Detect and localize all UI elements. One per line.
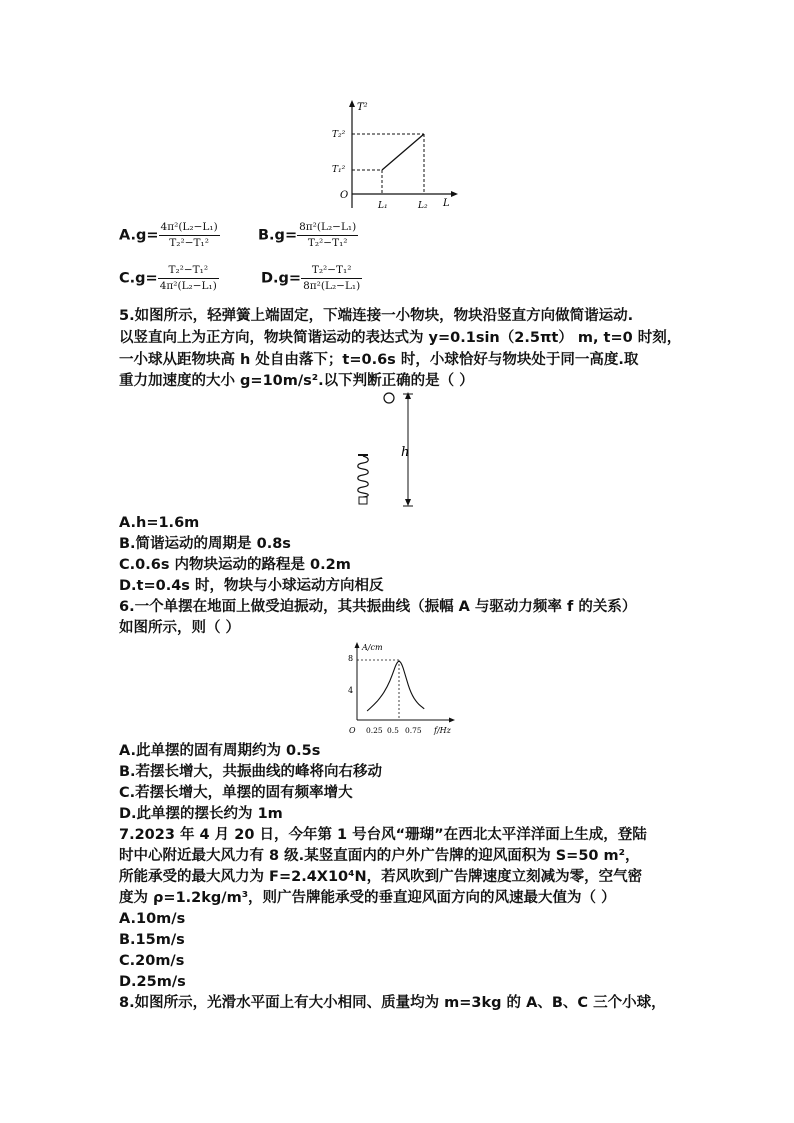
- y-tick-4: 4: [348, 686, 354, 695]
- q5-line-2: 以竖直向上为正方向，物块简谐运动的表达式为 y=0.1sin（2.5πt） m, t=0 时刻，: [119, 330, 682, 346]
- q7-line-4: 度为 ρ=1.2kg/m³，则广告牌能承受的垂直迎风面方向的风速最大值为（ ）: [119, 890, 616, 906]
- origin-label: O: [340, 190, 349, 201]
- q7-line-2: 时中心附近最大风力有 8 级.某竖直面内的户外广告牌的迎风面积为 S=50 m²，: [119, 848, 640, 864]
- q7-option-a: A.10m/s: [119, 911, 186, 927]
- q4-option-b: B.g= $\frac{\text{8π²(L₂−L₁)}}{\text{T₂²−T₁²}}$: [258, 221, 357, 249]
- q5-option-a: A.h=1.6m: [119, 515, 200, 531]
- q5-option-c: C.0.6s 内物块运动的路程是 0.2m: [119, 557, 351, 573]
- q5-option-b: B.简谐运动的周期是 0.8s: [119, 536, 291, 552]
- t2-vs-l-graph: [330, 98, 460, 216]
- x-tick-l1: L₁: [378, 201, 388, 211]
- x-axis-label: f/Hz: [434, 726, 451, 735]
- y-axis-label: T²: [357, 102, 368, 113]
- x-tick-025: 0.25: [366, 726, 383, 735]
- q4-option-d: D.g= $\frac{\text{T₂²−T₁²}}{\text{8π²(L₂−L₁)}}$: [261, 264, 361, 292]
- x-axis-label: L: [443, 198, 450, 209]
- q6-line-2: 如图所示，则（ ）: [119, 620, 241, 636]
- data-line: [382, 134, 424, 170]
- q6-option-a: A.此单摆的固有周期约为 0.5s: [119, 743, 321, 759]
- q5-line-1: 5.如图所示，轻弹簧上端固定，下端连接一小物块，物块沿竖直方向做简谐运动.: [119, 308, 634, 324]
- h-label: h: [401, 445, 410, 460]
- q5-line-3: 一小球从距物块高 h 处自由落下；t=0.6s 时，小球恰好与物块处于同一高度.取: [119, 352, 639, 368]
- x-tick-l2: L₂: [418, 201, 428, 211]
- y-tick-t1: T₁²: [332, 165, 346, 175]
- q4-option-a: A.g= $\frac{\text{4π²(L₂−L₁)}}{\text{T₂²−T₁²}}$: [119, 221, 218, 249]
- q6-line-1: 6.一个单摆在地面上做受迫振动，其共振曲线（振幅 A 与驱动力频率 f 的关系）: [119, 599, 637, 615]
- q6-option-d: D.此单摆的摆长约为 1m: [119, 806, 283, 822]
- q4-option-c: C.g= $\frac{\text{T₂²−T₁²}}{\text{4π²(L₂−L₁)}}$: [119, 264, 217, 292]
- q7-option-b: B.15m/s: [119, 932, 185, 948]
- q7-line-1: 7.2023 年 4 月 20 日，今年第 1 号台风“珊瑚”在西北太平洋洋面上生成，登陆: [119, 827, 647, 843]
- q8-line-1: 8.如图所示，光滑水平面上有大小相同、质量均为 m=3kg 的 A、B、C 三个小球，: [119, 995, 666, 1011]
- y-tick-t2: T₂²: [332, 130, 346, 140]
- q6-option-c: C.若摆长增大，单摆的固有频率增大: [119, 785, 353, 801]
- q7-option-c: C.20m/s: [119, 953, 185, 969]
- q7-line-3: 所能承受的最大风力为 F=2.4X10⁴N，若风吹到广告牌速度立刻减为零，空气密: [119, 869, 643, 885]
- q6-option-b: B.若摆长增大，共振曲线的峰将向右移动: [119, 764, 383, 780]
- resonance-curve-line: [367, 661, 424, 711]
- spring-ball-figure: [350, 390, 420, 512]
- block: [359, 497, 367, 504]
- q5-option-d: D.t=0.4s 时，物块与小球运动方向相反: [119, 578, 384, 594]
- q7-option-d: D.25m/s: [119, 974, 186, 990]
- origin-label: O: [349, 726, 356, 735]
- q5-line-4: 重力加速度的大小 g=10m/s².以下判断正确的是（ ）: [119, 373, 474, 389]
- y-tick-8: 8: [348, 654, 354, 663]
- resonance-curve-chart: [340, 640, 460, 736]
- x-tick-075: 0.75: [405, 726, 422, 735]
- ball: [384, 393, 394, 403]
- spring: [358, 456, 369, 497]
- x-tick-05: 0.5: [387, 726, 399, 735]
- y-axis-label: A/cm: [362, 643, 383, 652]
